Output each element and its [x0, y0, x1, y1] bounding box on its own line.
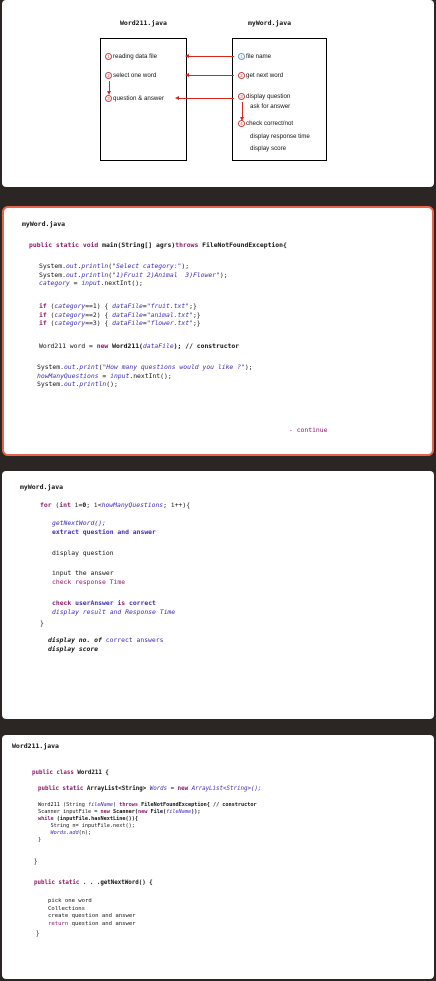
arrow-next-word [188, 75, 234, 76]
step-2-icon: 2 [238, 72, 245, 79]
code-block: } [34, 859, 38, 865]
slide-loop [2, 471, 434, 719]
code-block: display question [52, 549, 114, 557]
code-block: } [40, 619, 44, 627]
slide-title: myWord.java [22, 220, 66, 228]
code-block: getNextWord(); extract question and answer [52, 519, 156, 536]
right-item-3: 3 display question [238, 93, 290, 100]
right-item-2: 2 get next word [238, 72, 283, 79]
left-item-2: 2 select one word [105, 72, 156, 79]
code-block: public static void main(String[] agrs)throws FileNotFoundException{ [29, 241, 287, 249]
code-block: check userAnswer is correct display result and Response Time [52, 599, 176, 616]
code-block: input the answer check response Time [52, 569, 126, 586]
code-block: Word211 word = new Word211(dataFile); // constructor [39, 342, 240, 350]
arrow-down-right [242, 102, 243, 118]
step-1-icon: 1 [105, 53, 112, 60]
code-block: System.out.println("Select category:"); System.out.println("1)Fruit 2)Animal 3)Flower"); category = input.nextInt(); [39, 262, 228, 288]
code-block: for (int i=0; i<howManyQuestions; i++){ [40, 501, 191, 509]
code-block: if (category==1) { dataFile="fruit.txt";} if (category==2) { dataFile="animal.txt";} if (category==3) { dataFile="flower.txt";} [39, 302, 201, 328]
code-block: public static ArrayList<String> Words = new ArrayList<String>(); [38, 786, 262, 792]
code-block: public static . . .getNextWord() { [34, 880, 153, 886]
arrow-down-left [109, 81, 110, 92]
slide-diagram [2, 0, 434, 187]
code-block: Word211 (String fileName) throws FileNotFoundException{ // constructor Scanner inputFile = new Scanner(new File(fileName)); while (inputFile.hasNextLine()){ String n= inputFile.next(); Words.add(n); } [38, 802, 257, 844]
slide-main-method [2, 206, 434, 456]
left-box-title: Word211.java [120, 19, 167, 27]
code-block: } [36, 931, 40, 937]
code-block: public class Word211 { [32, 770, 109, 776]
step-4-icon: 4 [238, 120, 245, 127]
right-box-title: myWord.java [248, 19, 292, 27]
slide-title: Word211.java [12, 742, 59, 750]
continue-label: - continue [289, 426, 328, 434]
code-block: display no. of correct answers display score [48, 636, 164, 653]
slide-word211 [2, 735, 434, 979]
right-item-4: 4 check correct/not [238, 120, 293, 127]
step-2-icon: 2 [105, 72, 112, 79]
left-item-1: 1 reading data file [105, 53, 157, 60]
arrow-file-name [188, 56, 234, 57]
right-item-1: 1 file name [238, 53, 271, 60]
right-item-4c: display score [250, 145, 287, 152]
code-block: System.out.print("How many questions would you like ?"); howManyQuestions = input.nextInt(); System.out.println(); [37, 363, 253, 389]
step-3-icon: 3 [105, 95, 112, 102]
right-item-3b: ask for answer [250, 103, 291, 110]
code-block: pick one word Collections create question and answer return question and answer [48, 898, 136, 927]
slide-title: myWord.java [20, 483, 64, 491]
step-3-icon: 3 [238, 93, 245, 100]
arrow-question [178, 98, 234, 99]
right-item-4b: display response time [250, 133, 310, 140]
step-1-icon: 1 [238, 53, 245, 60]
left-item-3: 3 question & answer [105, 95, 164, 102]
